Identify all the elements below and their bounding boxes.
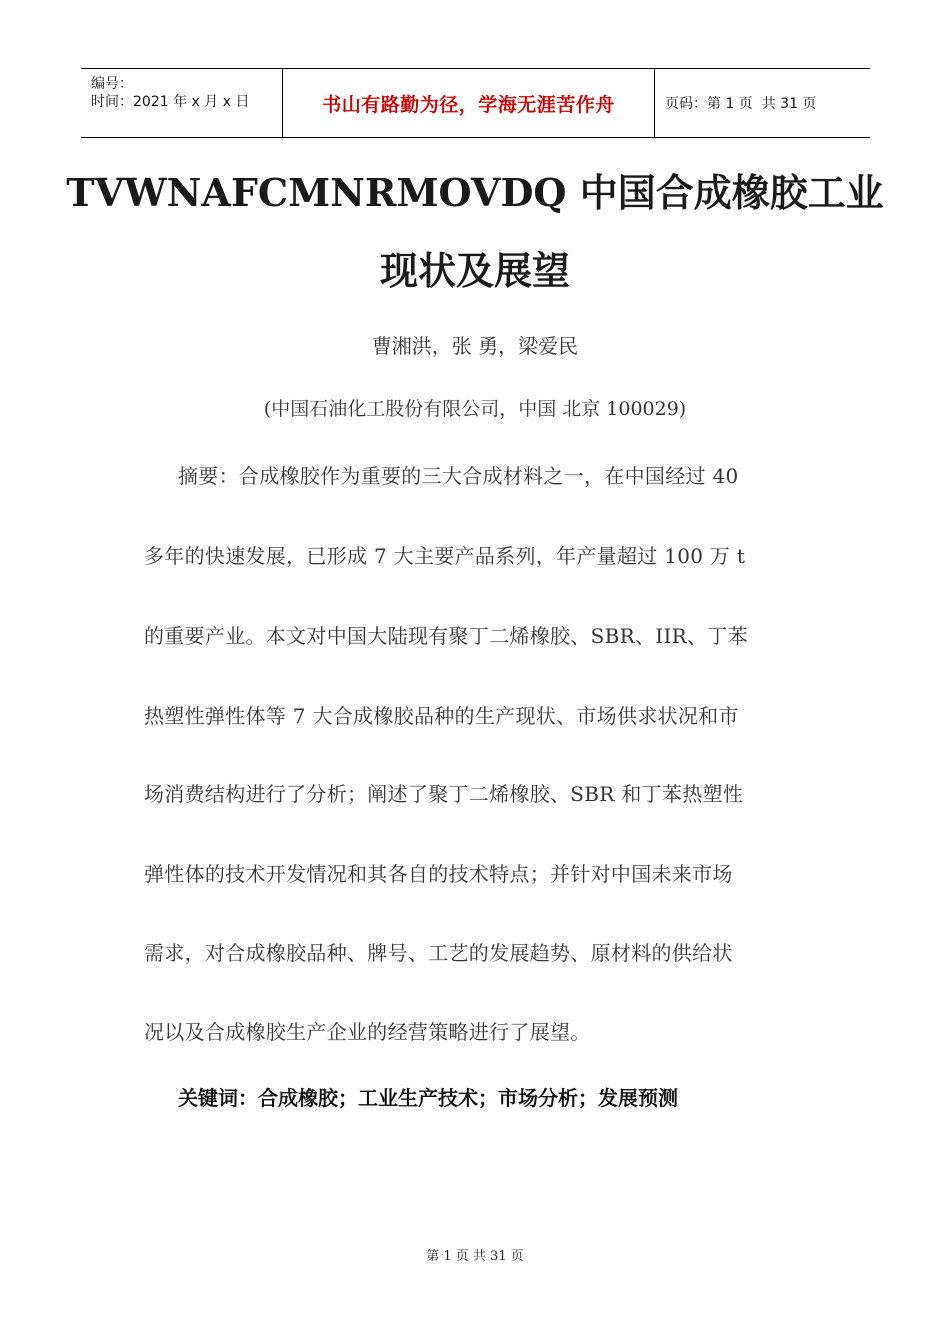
page-info-text: 页码：第 1 页 共 31 页 [665, 96, 817, 112]
page-header [81, 68, 870, 138]
abstract-line: 摘要：合成橡胶作为重要的三大合成材料之一，在中国经过 40 [178, 464, 739, 488]
keywords: 关键词：合成橡胶；工业生产技术；市场分析；发展预测 [178, 1086, 678, 1110]
abstract-line: 的重要产业。本文对中国大陆现有聚丁二烯橡胶、SBR、IIR、丁苯 [144, 624, 748, 648]
abstract-line: 场消费结构进行了分析；阐述了聚丁二烯橡胶、SBR 和丁苯热塑性 [144, 782, 744, 806]
time-label: 时间：2021 年 x 月 x 日 [91, 94, 250, 110]
header-motto: 书山有路勤为径，学海无涯苦作舟 [282, 69, 655, 137]
authors: 曹湘洪，张 勇，梁爱民 [371, 334, 579, 358]
header-page-info [655, 69, 870, 137]
title-line-2: 现状及展望 [379, 248, 570, 293]
title-line-1: TVWNAFCMNRMOVDQ 中国合成橡胶工业 [66, 170, 884, 215]
number-label: 编号： [91, 76, 133, 92]
abstract-line: 需求，对合成橡胶品种、牌号、工艺的发展趋势、原材料的供给状 [144, 941, 733, 965]
abstract-line: 弹性体的技术开发情况和其各自的技术特点；并针对中国未来市场 [144, 862, 733, 886]
affiliation: (中国石油化工股份有限公司，中国 北京 100029) [263, 398, 687, 420]
abstract-line: 多年的快速发展，已形成 7 大主要产品系列，年产量超过 100 万 t [144, 544, 746, 568]
abstract-line: 热塑性弹性体等 7 大合成橡胶品种的生产现状、市场供求状况和市 [144, 704, 739, 728]
abstract-line: 况以及合成橡胶生产企业的经营策略进行了展望。 [144, 1020, 591, 1044]
page-footer: 第 1 页 共 31 页 [426, 1249, 524, 1264]
header-meta [81, 69, 282, 137]
